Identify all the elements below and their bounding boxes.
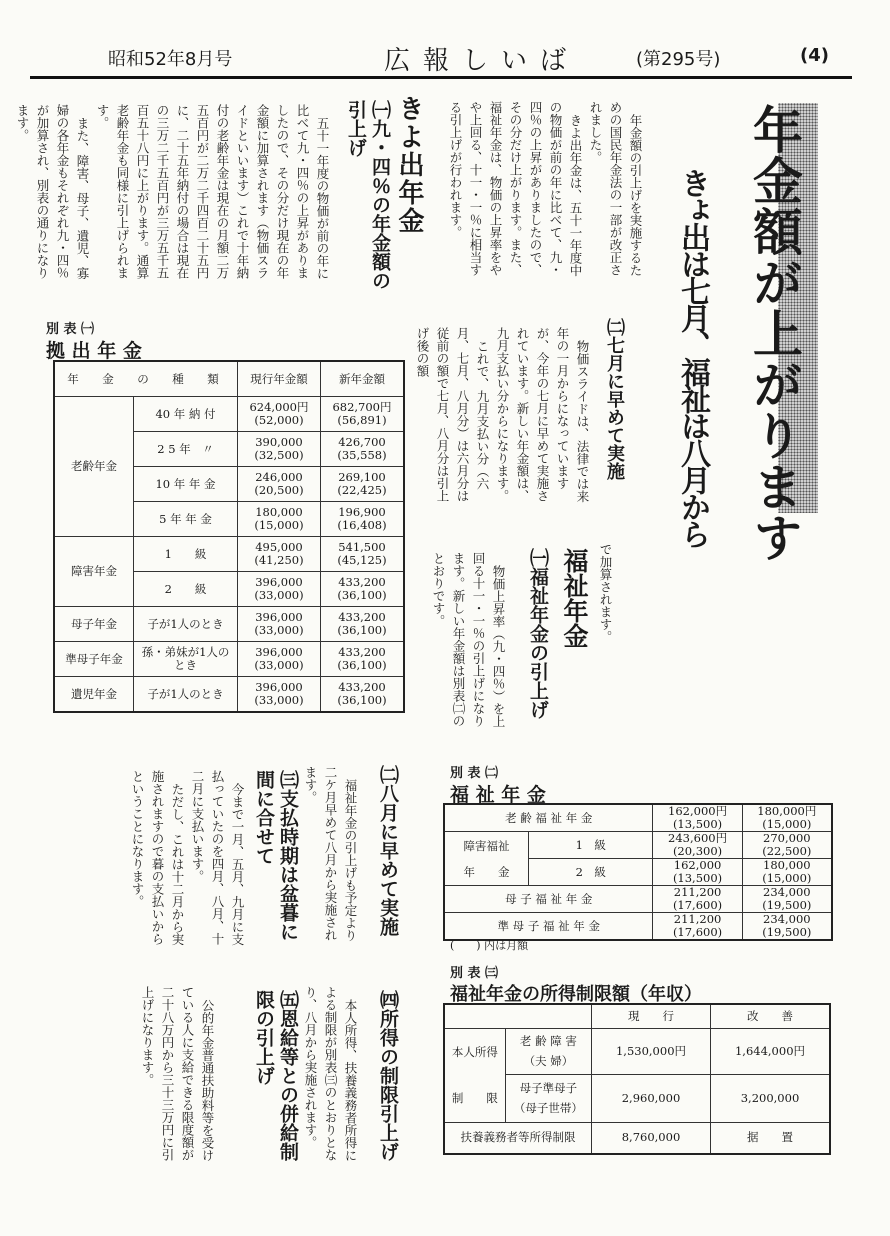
annual-amount: 196,900	[338, 505, 386, 519]
type-cell: 40 年 納 付	[134, 397, 238, 432]
sub-cell	[505, 1028, 591, 1074]
type-cell: 孫・弟妹が1人のとき	[134, 642, 238, 677]
annual-amount: 211,200	[673, 912, 722, 926]
annual-amount: 541,500	[338, 540, 386, 554]
annual-amount: 162,000円	[668, 804, 728, 818]
monthly-amount: (13,500)	[672, 871, 723, 885]
monthly-amount: (33,000)	[254, 658, 304, 672]
column-header: 現 行	[592, 1004, 711, 1028]
publication-title: 広報しいば	[384, 46, 580, 76]
current-value	[653, 804, 742, 832]
table-row	[444, 913, 832, 941]
table-row	[54, 607, 404, 642]
annual-amount: 234,000	[763, 885, 811, 899]
type-cell: 2 級	[134, 572, 238, 607]
paragraph: また、障害、母子、遺児、寡婦の各年金もそれぞれ九・四％が加算され、別表の通りになります。	[15, 104, 90, 279]
monthly-amount: (56,891)	[337, 413, 387, 427]
type-cell: 5 年 年 金	[134, 502, 238, 537]
new-value: 据 置	[711, 1122, 831, 1154]
page-number: (4)	[800, 45, 829, 66]
subsection-heading: ㈡七月に早めて実施	[604, 318, 625, 480]
table-row	[444, 1028, 830, 1074]
current-value	[238, 607, 321, 642]
current-value	[238, 502, 321, 537]
subsection-heading: ㈠九・四％の年金額の引上げ	[345, 100, 391, 290]
annual-amount: 269,100	[338, 470, 386, 484]
group-label: 本人所得	[451, 1045, 498, 1059]
group-cell	[444, 1028, 505, 1122]
sub-label: 母子準母子	[519, 1081, 578, 1095]
table-header-row	[54, 361, 404, 397]
group-cell: 老齢年金	[54, 397, 134, 537]
type-cell: 準 母 子 福 祉 年 金	[444, 913, 653, 941]
sub-cell: 2 級	[529, 859, 653, 886]
current-value: 1,530,000円	[592, 1028, 711, 1074]
subsection-text	[127, 770, 247, 950]
annual-amount: 162,000	[673, 858, 722, 872]
subsection-text	[137, 986, 217, 1166]
monthly-amount: (22,500)	[762, 844, 812, 858]
new-value	[742, 859, 832, 886]
new-value	[320, 572, 404, 607]
monthly-amount: (32,500)	[254, 448, 304, 462]
annual-amount: 270,000	[763, 831, 811, 845]
paragraph: 物価スライドは、法律では来年の一月からになっていますが、今年の七月に早めて実施されています。新しい年金額は、九月支払い分からになります。	[495, 327, 590, 502]
subsection-heading: ㈣所得の制限引上げ	[377, 990, 399, 1161]
group-cell: 母子年金	[54, 607, 134, 642]
sub-label: （夫 婦）	[523, 1054, 574, 1068]
issue-date: 昭和52年8月号	[108, 49, 233, 70]
current-value	[238, 572, 321, 607]
annual-amount: 180,000	[255, 505, 303, 519]
monthly-amount: (15,000)	[762, 871, 812, 885]
row-label: 扶養義務者等所得制限	[444, 1122, 592, 1154]
subheadline: きょ出は七月、福祉は八月から	[675, 168, 710, 546]
current-value	[238, 642, 321, 677]
subsection-text	[300, 986, 360, 1166]
new-value	[742, 886, 832, 913]
table-kyoshutsu-nenkin	[53, 360, 405, 713]
monthly-amount: (36,100)	[337, 623, 387, 637]
monthly-amount: (16,408)	[337, 518, 387, 532]
paragraph: ただし、これは十二月から実施されますので暮の支払いからということになります。	[130, 770, 185, 945]
intro-text	[445, 101, 645, 281]
paragraph: 五十一年度の物価が前の年に比べて九・四％の上昇がありましたので、その分だけ現在の年金額に加算されます（物価スライドといいます）これで十年納付の老齢年金は現在の月額二万五百円が二万二千四百二十五円に、二十五年納付の場合は現在の三万二千五百円が三万五千五百五十八円に上がります。通算老齢年金も同様に引上げられます。	[95, 104, 330, 279]
table-row	[54, 397, 404, 432]
group-label: 障害福祉	[463, 838, 510, 853]
paragraph: これで、九月支払い分（六月、七月、八月分）は六月分は従前の額で七月、八月分は引上げ後の額	[415, 327, 490, 502]
sub-label: （母子世帯）	[513, 1101, 583, 1115]
monthly-amount: (33,000)	[254, 623, 304, 637]
current-value	[653, 832, 742, 859]
section-heading-kyoshutsu: きよ出年金	[394, 95, 424, 235]
monthly-amount: (36,100)	[337, 693, 387, 707]
column-header-empty	[444, 1004, 592, 1028]
monthly-amount: (17,600)	[672, 925, 723, 939]
group-label: 年 金	[463, 864, 510, 879]
annual-amount: 396,000	[255, 680, 303, 694]
subsection-heading: ㈤恩給等との併給制限の引上げ	[253, 990, 299, 1161]
new-value	[320, 537, 404, 572]
type-cell: 老 齢 福 祉 年 金	[444, 804, 653, 832]
group-label: 制 限	[451, 1091, 498, 1105]
annual-amount: 433,200	[338, 610, 386, 624]
paragraph: 本人所得、扶養義務者所得による制限が別表㈢のとおりとなり、八月から実施されます。	[303, 986, 358, 1161]
table2-title: 福 祉 年 金	[450, 784, 546, 806]
annual-amount: 624,000円	[249, 400, 309, 414]
current-value	[238, 432, 321, 467]
new-value	[320, 467, 404, 502]
current-value	[238, 677, 321, 713]
current-value	[653, 886, 742, 913]
sub-label: 老 齢 障 害	[519, 1034, 577, 1048]
group-cell	[444, 832, 529, 886]
table-row	[54, 677, 404, 713]
new-value: 1,644,000円	[711, 1028, 831, 1074]
annual-amount: 396,000	[255, 575, 303, 589]
table3-title: 福祉年金の所得制限額（年収）	[450, 984, 702, 1005]
table-row	[444, 886, 832, 913]
new-value	[320, 397, 404, 432]
new-value	[320, 502, 404, 537]
annual-amount: 682,700円	[332, 400, 392, 414]
annual-amount: 180,000円	[757, 804, 817, 818]
paragraph-continuation: で加算されます。	[598, 543, 613, 643]
table-row	[444, 1122, 830, 1154]
annual-amount: 433,200	[338, 575, 386, 589]
current-value	[238, 537, 321, 572]
new-value	[742, 913, 832, 941]
subsection-text	[300, 766, 360, 946]
header-rule	[30, 76, 852, 79]
sub-cell	[505, 1074, 591, 1122]
type-cell: 10 年 年 金	[134, 467, 238, 502]
headline: 年金額が上がります	[745, 104, 803, 563]
monthly-amount: (35,558)	[337, 448, 387, 462]
new-value	[320, 432, 404, 467]
type-cell: 2 5 年 〃	[134, 432, 238, 467]
subsection-text	[12, 104, 332, 284]
monthly-amount: (20,500)	[254, 483, 304, 497]
annual-amount: 234,000	[763, 912, 811, 926]
column-header: 現行年金額	[238, 361, 321, 397]
new-value	[320, 607, 404, 642]
current-value	[238, 467, 321, 502]
new-value: 3,200,000	[711, 1074, 831, 1122]
table-row	[54, 537, 404, 572]
paragraph: 公的年金普通扶助料等を受けている人に支給できる限度額が二十八万円から三十三万円に引上げになります。	[140, 986, 215, 1161]
annual-amount: 426,700	[338, 435, 386, 449]
type-cell: 1 級	[134, 537, 238, 572]
paragraph: 今まで一月、五月、九月に支払っていたのを四月、八月、十二月に支払います。	[190, 770, 245, 945]
monthly-amount: (13,500)	[672, 817, 723, 831]
type-cell: 子が1人のとき	[134, 677, 238, 713]
new-value	[320, 677, 404, 713]
intro-paragraph: 年金額の引上げを実施するための国民年金法の一部が改正されました。	[588, 101, 643, 276]
column-header: 年 金 の 種 類	[54, 361, 238, 397]
monthly-amount: (33,000)	[254, 588, 304, 602]
subsection-heading: ㈢支払時期は盆暮に間に合せて	[253, 770, 299, 941]
table2-label: 別 表 ㈡	[450, 766, 499, 781]
new-value	[742, 832, 832, 859]
column-header: 改 善	[711, 1004, 831, 1028]
subsection-text	[428, 552, 508, 732]
subsection-heading: ㈡八月に早めて実施	[377, 765, 399, 936]
current-value	[653, 913, 742, 941]
sub-cell: 1 級	[529, 832, 653, 859]
table-row	[54, 642, 404, 677]
monthly-amount: (19,500)	[762, 925, 812, 939]
annual-amount: 495,000	[255, 540, 303, 554]
paragraph: 物価上昇率（九・四％）を上回る十一・一％の引上げになります。新しい年金額は別表㈡のとおりです。	[431, 552, 506, 727]
monthly-amount: (33,000)	[254, 693, 304, 707]
annual-amount: 433,200	[338, 680, 386, 694]
monthly-amount: (52,000)	[254, 413, 304, 427]
annual-amount: 211,200	[673, 885, 722, 899]
monthly-amount: (22,425)	[337, 483, 387, 497]
group-cell: 遺児年金	[54, 677, 134, 713]
new-value	[320, 642, 404, 677]
monthly-amount: (45,125)	[337, 553, 387, 567]
monthly-amount: (19,500)	[762, 898, 812, 912]
annual-amount: 243,600円	[668, 831, 728, 845]
current-value: 8,760,000	[592, 1122, 711, 1154]
table1-title: 拠 出 年 金	[46, 340, 142, 362]
annual-amount: 396,000	[255, 610, 303, 624]
monthly-amount: (15,000)	[762, 817, 812, 831]
monthly-amount: (36,100)	[337, 588, 387, 602]
new-value	[742, 804, 832, 832]
monthly-amount: (36,100)	[337, 658, 387, 672]
section-heading-fukushi: 福祉年金	[560, 548, 589, 648]
monthly-amount: (15,000)	[254, 518, 304, 532]
annual-amount: 390,000	[255, 435, 303, 449]
table1-label: 別 表 ㈠	[46, 322, 95, 337]
table-row	[444, 832, 832, 859]
monthly-amount: (41,250)	[254, 553, 304, 567]
table-row	[444, 804, 832, 832]
current-value	[238, 397, 321, 432]
current-value: 2,960,000	[592, 1074, 711, 1122]
subsection-text	[412, 327, 592, 507]
group-cell: 障害年金	[54, 537, 134, 607]
table2-note: ( ) 内は月額	[450, 939, 529, 952]
paragraph: 福祉年金の引上げも予定より二ケ月早めて八月から実施されます。	[303, 766, 358, 941]
table-income-limit	[443, 1003, 831, 1155]
table-fukushi-nenkin	[443, 803, 833, 941]
annual-amount: 433,200	[338, 645, 386, 659]
issue-number: (第295号)	[636, 49, 721, 70]
current-value	[653, 859, 742, 886]
type-cell: 母 子 福 祉 年 金	[444, 886, 653, 913]
type-cell: 子が1人のとき	[134, 607, 238, 642]
annual-amount: 396,000	[255, 645, 303, 659]
monthly-amount: (17,600)	[672, 898, 723, 912]
monthly-amount: (20,300)	[672, 844, 723, 858]
table-header-row	[444, 1004, 830, 1028]
annual-amount: 180,000	[763, 858, 811, 872]
intro-paragraph: きよ出年金は、五十一年度中の物価が前の年に比べて、九・四％の上昇がありましたので、その分だけ上がります。また、福祉年金は、物価の上昇率をやや上回る、十一・一％に相当する引上げが行われます。	[448, 101, 583, 276]
table3-label: 別 表 ㈢	[450, 966, 499, 981]
group-cell: 準母子年金	[54, 642, 134, 677]
annual-amount: 246,000	[255, 470, 303, 484]
column-header: 新年金額	[320, 361, 404, 397]
subsection-heading: ㈠福祉年金の引上げ	[527, 548, 549, 719]
